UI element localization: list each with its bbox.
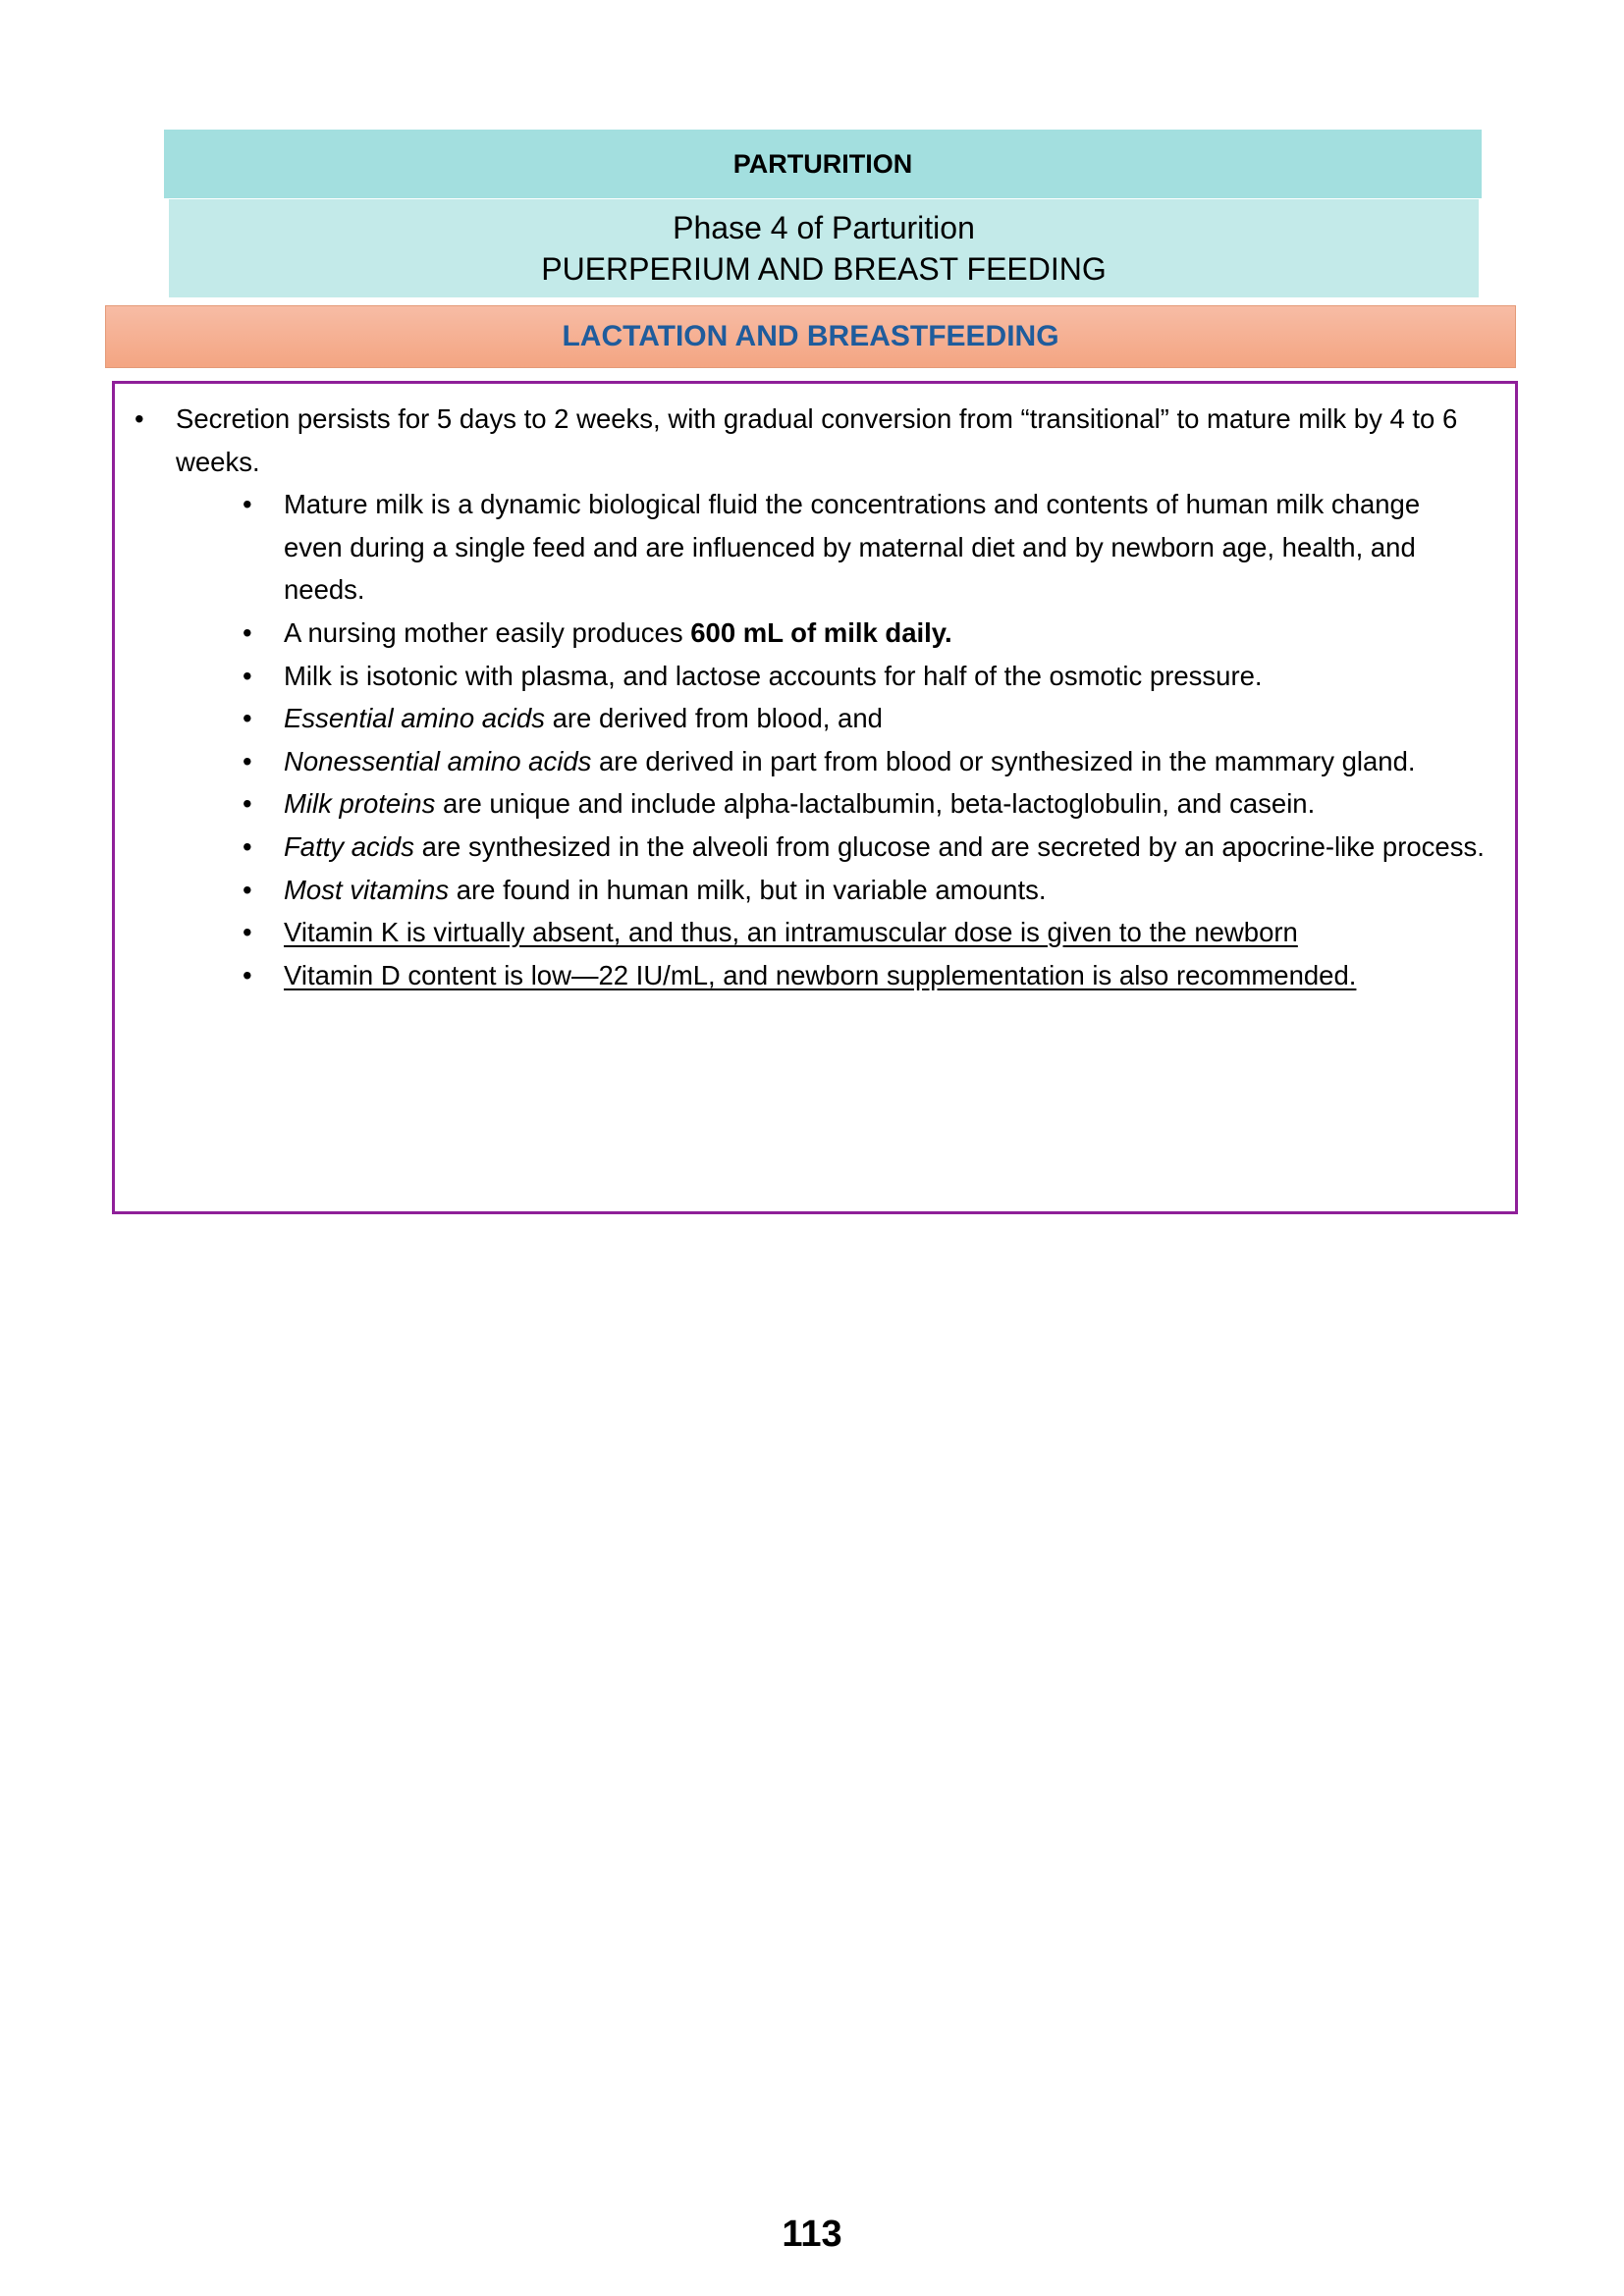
list-item-text: are derived in part from blood or synthesized in the mammary gland. [591, 745, 1416, 776]
phase-title: PUERPERIUM AND BREAST FEEDING [541, 251, 1107, 287]
phase-header [169, 199, 1479, 297]
list-item-text: A nursing mother easily produces [284, 616, 691, 648]
list-item-text: Milk proteins [284, 788, 436, 820]
list-item-text: 600 mL of milk daily. [690, 616, 952, 648]
content-box [112, 381, 1518, 1214]
list-item [115, 869, 1486, 912]
list-item-text: Essential amino acids [284, 703, 545, 734]
list-item-text: Milk is isotonic with plasma, and lactose accounts for half of the osmotic pressure. [284, 660, 1263, 691]
page-number: 113 [782, 2214, 842, 2255]
list-item [115, 954, 1486, 997]
list-item [115, 655, 1486, 698]
list-item-text: Secretion persists for 5 days to 2 weeks, with gradual conversion from “transitional” to mature milk by 4 to 6 weeks. [176, 403, 1458, 477]
list-item-text: are unique and include alpha-lactalbumin, beta-lactoglobulin, and casein. [435, 788, 1316, 820]
list-item-text: Mature milk is a dynamic biological fluid the concentrations and contents of human milk change even during a single feed and are influenced by maternal diet and by newborn age, health, and needs. [284, 489, 1421, 606]
list-item-text: Most vitamins [284, 874, 450, 905]
list-item-text: Fatty acids [284, 830, 414, 862]
list-item-text: are synthesized in the alveoli from glucose and are secreted by an apocrine-like process. [413, 830, 1485, 862]
list-item [115, 911, 1486, 954]
section-header [164, 130, 1482, 198]
list-item [115, 612, 1486, 655]
list-item [115, 782, 1486, 826]
list-item [115, 398, 1486, 483]
list-item-text: are found in human milk, but in variable amounts. [449, 874, 1047, 905]
list-item [115, 697, 1486, 740]
list-item [115, 826, 1486, 869]
list-item-text: Vitamin D content is low—22 IU/mL, and newborn supplementation is also recommended. [284, 959, 1357, 990]
topic-title: LACTATION AND BREASTFEEDING [562, 320, 1059, 352]
list-item [115, 740, 1486, 783]
list-item-text: Vitamin K is virtually absent, and thus, an intramuscular dose is given to the newborn [284, 917, 1298, 948]
topic-header [105, 305, 1516, 368]
bullet-list [115, 398, 1486, 996]
list-item-text: are derived from blood, and [544, 703, 883, 734]
section-title: PARTURITION [732, 148, 913, 179]
list-item-text: Nonessential amino acids [284, 745, 592, 776]
phase-label: Phase 4 of Parturition [673, 210, 975, 245]
list-item [115, 483, 1486, 612]
